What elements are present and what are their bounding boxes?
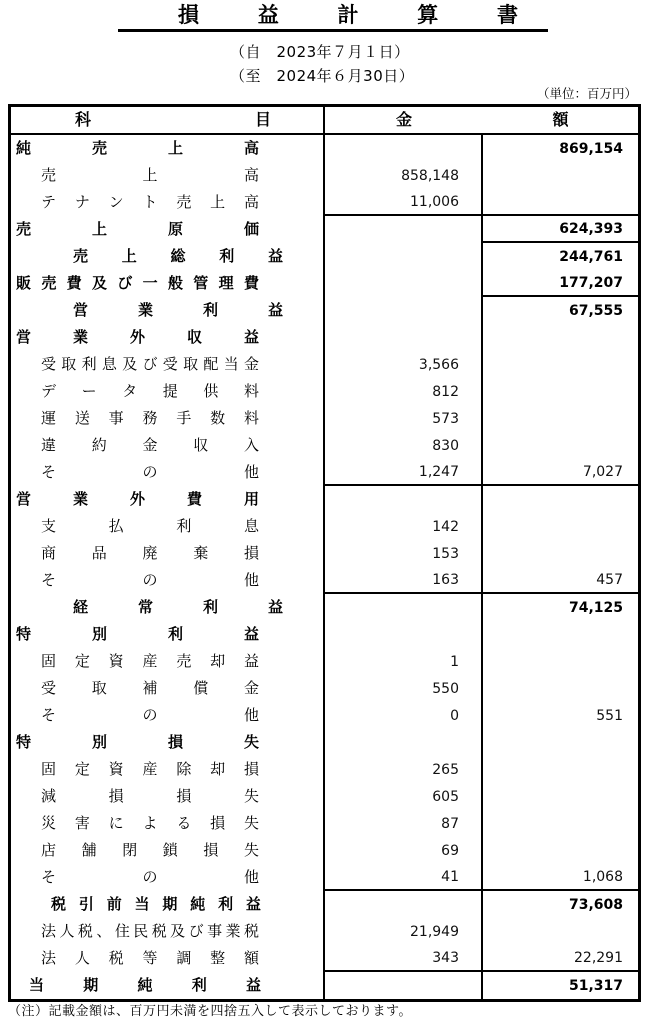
account-item-cell (11, 594, 325, 621)
total-amount-cell (483, 297, 638, 324)
detail-amount-value: 1 (450, 653, 459, 670)
account-item-cell (11, 135, 325, 162)
account-item-label: 店 舗 閉 鎖 損 失 (41, 841, 259, 859)
account-item-cell (11, 675, 325, 702)
total-amount-cell (483, 810, 638, 837)
account-item-cell (11, 972, 325, 999)
detail-amount-cell (325, 756, 483, 783)
total-amount-cell (483, 135, 638, 162)
account-item-label: 営 業 外 収 益 (16, 328, 259, 346)
account-item-label: 特 別 損 失 (16, 733, 259, 751)
detail-amount-cell (325, 837, 483, 864)
account-item-cell (11, 270, 325, 297)
detail-amount-value: 605 (432, 788, 459, 805)
total-amount-cell (483, 594, 638, 621)
account-item-label: そ の 他 (41, 868, 259, 886)
detail-amount-cell (325, 675, 483, 702)
account-item-label: そ の 他 (41, 706, 259, 724)
pl-table-rows (11, 135, 638, 999)
detail-amount-cell (325, 621, 483, 648)
total-amount-cell (483, 783, 638, 810)
detail-amount-value: 21,949 (410, 923, 459, 940)
detail-amount-value: 812 (432, 383, 459, 400)
account-item-label: そ の 他 (41, 571, 259, 589)
account-item-label: 支 払 利 息 (41, 517, 259, 535)
account-item-cell (11, 324, 325, 351)
detail-amount-value: 41 (441, 868, 459, 885)
detail-amount-cell (325, 270, 483, 297)
account-item-cell (11, 702, 325, 729)
total-amount-cell (483, 837, 638, 864)
detail-amount-value: 830 (432, 437, 459, 454)
account-item-cell (11, 918, 325, 945)
total-amount-cell (483, 324, 638, 351)
detail-amount-cell (325, 567, 483, 594)
account-item-label: 販 売 費 及 び 一 般 管 理 費 (16, 274, 259, 292)
item-header-label: 科 目 (75, 110, 271, 129)
account-item-label: そ の 他 (41, 463, 259, 481)
detail-amount-value: 11,006 (410, 193, 459, 210)
total-amount-value: 22,291 (574, 949, 623, 966)
account-item-cell (11, 351, 325, 378)
account-item-cell (11, 459, 325, 486)
total-amount-value: 1,068 (582, 868, 623, 885)
unit-note: （単位：百万円） (536, 86, 637, 101)
total-amount-cell (483, 945, 638, 972)
account-item-cell (11, 189, 325, 216)
total-amount-cell (483, 918, 638, 945)
detail-amount-value: 153 (432, 545, 459, 562)
total-amount-cell (483, 405, 638, 432)
detail-amount-value: 163 (432, 571, 459, 588)
detail-amount-cell (325, 432, 483, 459)
total-amount-value: 457 (596, 571, 623, 588)
detail-amount-cell (325, 891, 483, 918)
detail-amount-cell (325, 351, 483, 378)
detail-amount-value: 343 (432, 949, 459, 966)
total-amount-value: 67,555 (568, 302, 623, 319)
total-amount-value: 869,154 (559, 140, 623, 157)
total-amount-cell (483, 864, 638, 891)
detail-amount-value: 550 (432, 680, 459, 697)
total-amount-cell (483, 162, 638, 189)
total-amount-value: 7,027 (582, 463, 623, 480)
detail-amount-cell (325, 324, 483, 351)
detail-amount-cell (325, 486, 483, 513)
detail-amount-cell (325, 648, 483, 675)
account-item-cell (11, 648, 325, 675)
account-item-cell (11, 405, 325, 432)
account-item-cell (11, 621, 325, 648)
period-from: （自 2023年７月１日） (230, 43, 410, 61)
account-item-label: 受 取 利 息 及 び 受 取 配 当 金 (41, 355, 259, 373)
account-item-label: 固 定 資 産 除 却 損 (41, 760, 259, 778)
account-item-label: 受 取 補 償 金 (41, 679, 259, 697)
detail-amount-cell (325, 189, 483, 216)
total-amount-cell (483, 729, 638, 756)
account-item-label: 減 損 損 失 (41, 787, 259, 805)
account-item-label: 当 期 純 利 益 (29, 976, 261, 994)
detail-amount-cell (325, 702, 483, 729)
account-item-label: 運 送 事 務 手 数 料 (41, 409, 259, 427)
account-item-label: テ ナ ン ト 売 上 高 (41, 193, 259, 211)
detail-amount-cell (325, 594, 483, 621)
total-amount-cell (483, 486, 638, 513)
account-item-cell (11, 378, 325, 405)
detail-amount-cell (325, 297, 483, 324)
detail-amount-cell (325, 243, 483, 270)
total-amount-cell (483, 675, 638, 702)
detail-amount-cell (325, 135, 483, 162)
account-item-cell (11, 729, 325, 756)
total-amount-cell (483, 540, 638, 567)
account-item-label: 特 別 利 益 (16, 625, 259, 643)
amount-header-right-char: 額 (552, 110, 569, 129)
account-item-cell (11, 162, 325, 189)
column-header-amount (325, 107, 638, 133)
account-item-cell (11, 540, 325, 567)
detail-amount-value: 1,247 (418, 463, 459, 480)
account-item-label: 営 業 利 益 (73, 301, 283, 319)
total-amount-cell (483, 378, 638, 405)
account-item-cell (11, 864, 325, 891)
detail-amount-cell (325, 513, 483, 540)
footnote: （注）記載金額は、百万円未満を四捨五入して表示しております。 (8, 1004, 412, 1019)
total-amount-value: 244,761 (559, 248, 623, 265)
total-amount-cell (483, 648, 638, 675)
total-amount-cell (483, 513, 638, 540)
total-amount-cell (483, 216, 638, 243)
detail-amount-value: 69 (441, 842, 459, 859)
account-item-cell (11, 783, 325, 810)
account-item-cell (11, 243, 325, 270)
total-amount-cell (483, 567, 638, 594)
detail-amount-value: 858,148 (401, 167, 459, 184)
detail-amount-cell (325, 972, 483, 999)
account-item-label: 営 業 外 費 用 (16, 490, 259, 508)
pl-table (8, 104, 641, 1002)
detail-amount-cell (325, 378, 483, 405)
account-item-cell (11, 486, 325, 513)
account-item-label: デ ー タ 提 供 料 (41, 382, 259, 400)
total-amount-cell (483, 270, 638, 297)
detail-amount-cell (325, 459, 483, 486)
total-amount-cell (483, 189, 638, 216)
account-item-cell (11, 567, 325, 594)
total-amount-cell (483, 756, 638, 783)
total-amount-cell (483, 243, 638, 270)
account-item-cell (11, 810, 325, 837)
total-amount-value: 624,393 (559, 220, 623, 237)
total-amount-value: 74,125 (568, 599, 623, 616)
period-to: （至 2024年６月30日） (230, 67, 415, 85)
detail-amount-cell (325, 729, 483, 756)
total-amount-value: 51,317 (568, 977, 623, 994)
detail-amount-value: 3,566 (418, 356, 459, 373)
detail-amount-cell (325, 864, 483, 891)
detail-amount-cell (325, 945, 483, 972)
account-item-cell (11, 432, 325, 459)
detail-amount-value: 87 (441, 815, 459, 832)
total-amount-cell (483, 432, 638, 459)
detail-amount-cell (325, 810, 483, 837)
total-amount-cell (483, 621, 638, 648)
account-item-cell (11, 756, 325, 783)
detail-amount-cell (325, 162, 483, 189)
detail-amount-value: 573 (432, 410, 459, 427)
account-item-label: 違 約 金 収 入 (41, 436, 259, 454)
account-item-label: 災 害 に よ る 損 失 (41, 814, 259, 832)
account-item-cell (11, 891, 325, 918)
account-item-cell (11, 837, 325, 864)
total-amount-value: 73,608 (568, 896, 623, 913)
account-item-label: 税 引 前 当 期 純 利 益 (51, 895, 261, 913)
total-amount-value: 177,207 (559, 274, 623, 291)
detail-amount-cell (325, 216, 483, 243)
account-item-label: 売 上 原 価 (16, 220, 259, 238)
detail-amount-value: 142 (432, 518, 459, 535)
total-amount-cell (483, 891, 638, 918)
detail-amount-cell (325, 783, 483, 810)
amount-header-left-char: 金 (395, 110, 412, 129)
document-title: 損 益 計 算 書 (118, 2, 548, 32)
total-amount-value: 551 (596, 707, 623, 724)
total-amount-cell (483, 972, 638, 999)
account-item-label: 売 上 総 利 益 (73, 247, 283, 265)
account-item-cell (11, 513, 325, 540)
total-amount-cell (483, 459, 638, 486)
detail-amount-cell (325, 405, 483, 432)
detail-amount-value: 0 (450, 707, 459, 724)
account-item-label: 法 人 税 、 住 民 税 及 び 事 業 税 (41, 922, 259, 940)
detail-amount-value: 265 (432, 761, 459, 778)
total-amount-cell (483, 351, 638, 378)
total-amount-cell (483, 702, 638, 729)
table-header-row (11, 107, 638, 135)
account-item-label: 純 売 上 高 (16, 139, 259, 157)
detail-amount-cell (325, 918, 483, 945)
detail-amount-cell (325, 540, 483, 567)
account-item-cell (11, 216, 325, 243)
account-item-label: 法 人 税 等 調 整 額 (41, 949, 259, 967)
account-item-label: 経 常 利 益 (73, 598, 283, 616)
account-item-cell (11, 297, 325, 324)
column-header-item (11, 107, 325, 133)
account-item-label: 商 品 廃 棄 損 (41, 544, 259, 562)
account-item-label: 固 定 資 産 売 却 益 (41, 652, 259, 670)
account-item-cell (11, 945, 325, 972)
account-item-label: 売 上 高 (41, 166, 259, 184)
